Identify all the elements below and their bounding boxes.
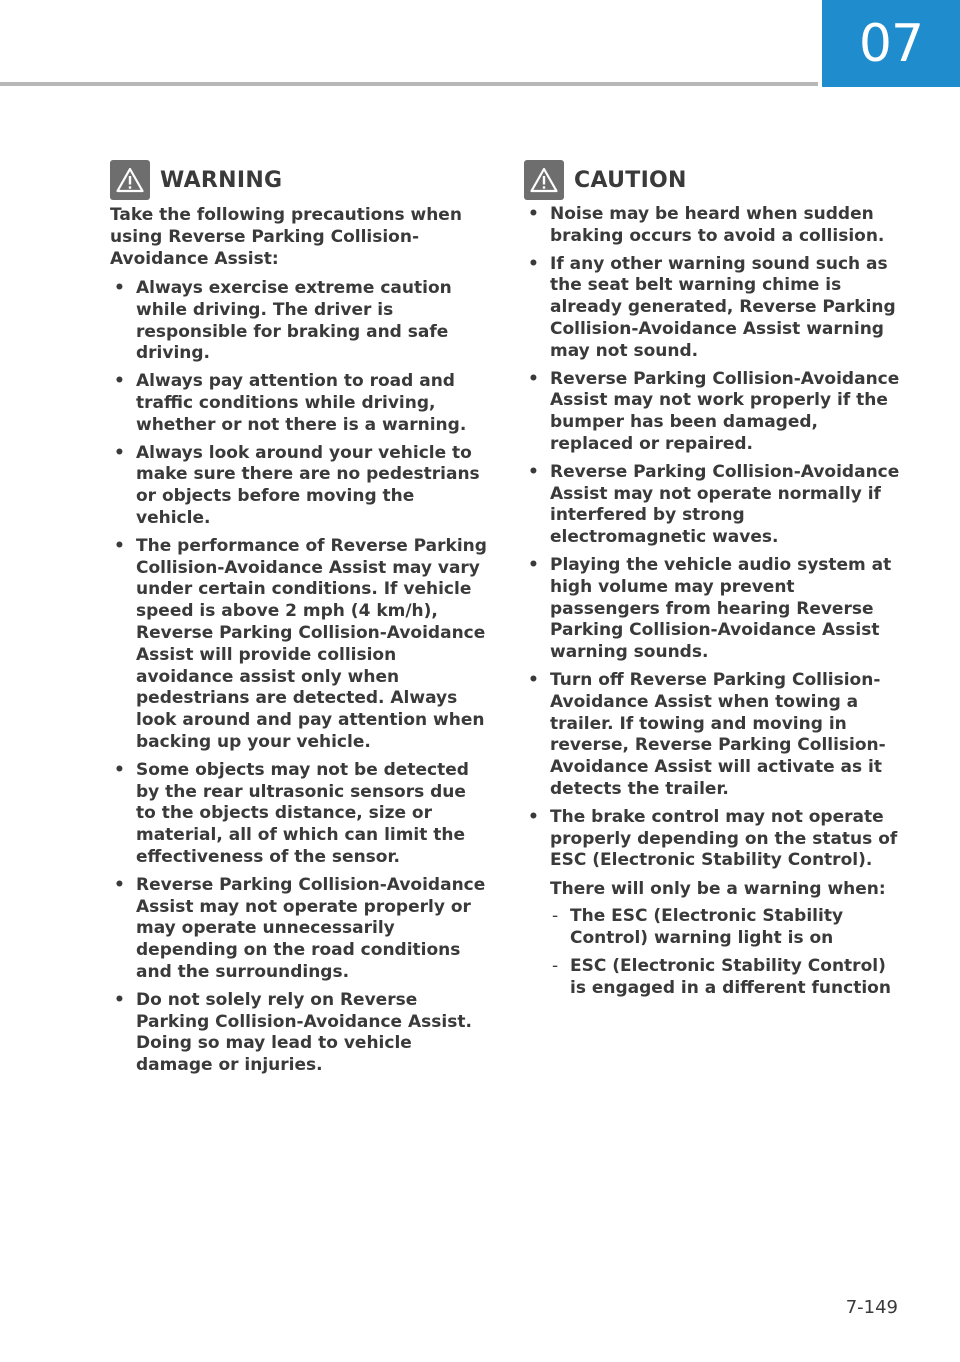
header-rule [0, 82, 818, 86]
list-item: • The performance of Reverse Parking Collision-Avoidance Assist may vary under certain conditions. If vehicle speed is above 2 mph (4 km/h), Reverse Parking Collision-Avoidance Assist will provide collision avoidance assist only when pedestrians are detected. Always look around and pay attention when backing up your vehicle. [114, 535, 487, 752]
list-item: • Always exercise extreme caution while driving. The driver is responsible for braking and safe driving. [114, 278, 452, 364]
list-item: • Do not solely rely on Reverse Parking Collision-Avoidance Assist. Doing so may lead to vehicle damage or injuries. [114, 989, 472, 1076]
caution-sublist [524, 906, 904, 999]
warning-intro: Take the following precautions when using Reverse Parking Collision-Avoidance Assist: [110, 205, 462, 269]
list-item: • Turn off Reverse Parking Collision-Avoidance Assist when towing a trailer. If towing and moving in reverse, Reverse Parking Collision-Avoidance Assist will activate as it detects the trailer. [528, 669, 886, 799]
warning-heading [110, 160, 490, 200]
caution-section [524, 160, 904, 1005]
page-number: 7-149 [845, 1297, 898, 1318]
list-item: - The ESC (Electronic Stability Control) warning light is on [552, 906, 844, 948]
list-item: • If any other warning sound such as the seat belt warning chime is already generated, Reverse Parking Collision-Avoidance Assist warning may not sound. [528, 253, 896, 361]
caution-list [524, 204, 904, 872]
list-item: • Noise may be heard when sudden braking occurs to avoid a collision. [528, 204, 885, 246]
list-item: - ESC (Electronic Stability Control) is engaged in a different function [552, 955, 891, 998]
list-item: • Reverse Parking Collision-Avoidance Assist may not operate properly or may operate unnecessarily depending on the road conditions and the surroundings. [114, 874, 486, 982]
list-item: • Always look around your vehicle to make sure there are no pedestrians or objects before moving the vehicle. [114, 442, 480, 528]
caution-note: There will only be a warning when: [550, 879, 886, 900]
warning-section [110, 160, 490, 1083]
list-item: • Reverse Parking Collision-Avoidance Assist may not operate normally if interfered by strong electromagnetic waves. [528, 461, 900, 548]
list-item: • Reverse Parking Collision-Avoidance Assist may not work properly if the bumper has been damaged, replaced or repaired. [528, 368, 900, 454]
caution-title: CAUTION [574, 167, 687, 193]
chapter-number: 07 [858, 13, 924, 74]
warning-triangle-icon [110, 160, 150, 200]
list-item: • The brake control may not operate properly depending on the status of ESC (Electronic Stability Control). [528, 806, 898, 871]
warning-title: WARNING [160, 167, 283, 193]
warning-list [110, 278, 490, 1077]
list-item: • Playing the vehicle audio system at high volume may prevent passengers from hearing Reverse Parking Collision-Avoidance Assist warning sounds. [528, 554, 892, 663]
caution-heading [524, 160, 904, 200]
list-item: • Always pay attention to road and traffic conditions while driving, whether or not there is a warning. [114, 371, 467, 435]
list-item: • Some objects may not be detected by the rear ultrasonic sensors due to the objects distance, size or material, all of which can limit the effectiveness of the sensor. [114, 759, 469, 867]
chapter-tab [822, 0, 960, 87]
caution-triangle-icon [524, 160, 564, 200]
